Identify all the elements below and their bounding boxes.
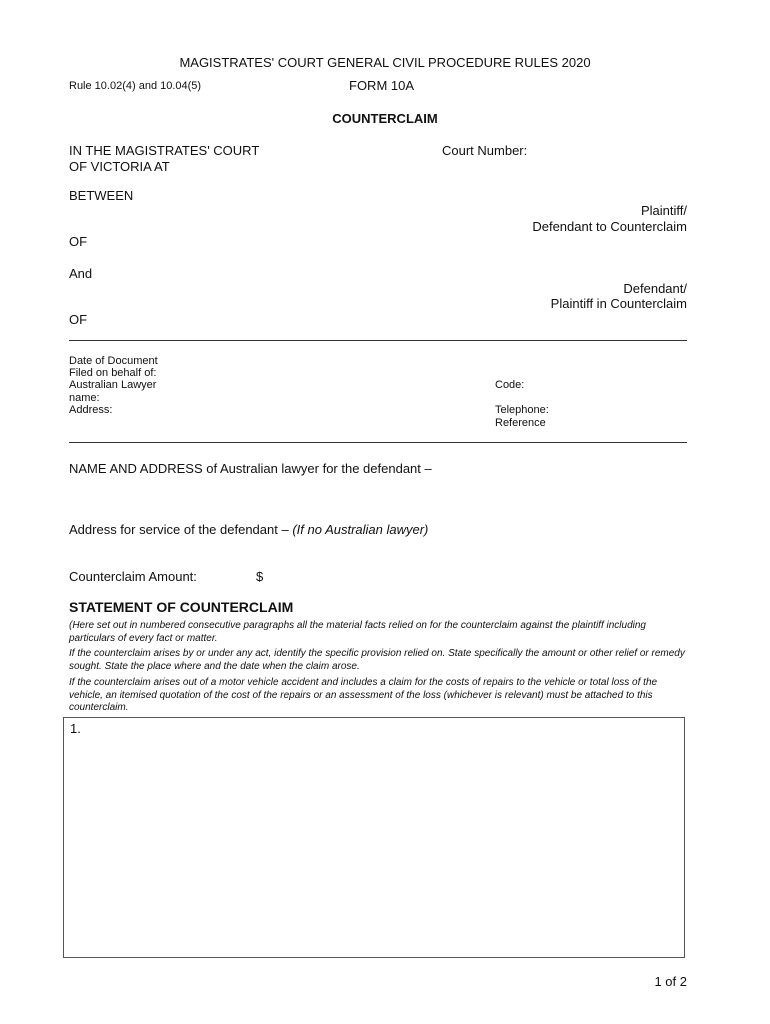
court-number-label: Court Number: [442,143,528,158]
lawyer-name-label-line1: Australian Lawyer [69,379,157,391]
currency-symbol: $ [256,569,264,584]
lawyer-name-address-line: NAME AND ADDRESS of Australian lawyer for the defendant – [69,461,432,476]
form-title: COUNTERCLAIM [332,111,438,126]
instruction-paragraph-1: (Here set out in numbered consecutive paragraphs all the material facts relied on for the counterclaim against the plaintiff including particulars of every fact or matter. [69,620,646,644]
defendant-role-line1: Defendant/ [623,281,687,296]
divider-bottom [69,442,687,443]
plaintiff-role-line2: Defendant to Counterclaim [532,219,687,234]
court-name-line2: OF VICTORIA AT [69,159,170,174]
address-label: Address: [69,404,113,416]
plaintiff-of-label: OF [69,234,88,249]
reference-label: Reference [495,417,546,429]
rules-title: MAGISTRATES' COURT GENERAL CIVIL PROCEDURE RULES 2020 [179,55,591,70]
service-address-note: (If no Australian lawyer) [292,522,429,537]
statement-text-area[interactable] [63,717,685,958]
instruction-paragraph-2: If the counterclaim arises by or under any act, identify the specific provision relied on. State specifically the amount or other relief or remedy sought. State the place where and the date when the claim arose. [69,648,685,672]
court-name-line1: IN THE MAGISTRATES' COURT [69,143,260,158]
instruction-paragraph-3: If the counterclaim arises out of a motor vehicle accident and includes a claim for the costs of repairs to the vehicle or total loss of the vehicle, an itemised quotation of the cost of the repairs or an assessment of the loss (whichever is relevant) must be attached to this counterclaim. [69,677,658,714]
defendant-role-line2: Plaintiff in Counterclaim [550,296,687,311]
between-label: BETWEEN [69,188,134,203]
rule-reference: Rule 10.02(4) and 10.04(5) [69,80,202,92]
telephone-label: Telephone: [495,404,549,416]
service-address-label: Address for service of the defendant – [69,522,289,537]
lawyer-name-label-line2: name: [69,392,100,404]
statement-first-item: 1. [70,721,81,736]
divider-top [69,340,687,341]
and-label: And [69,266,93,281]
service-address-line [69,522,428,537]
page-number: 1 of 2 [654,974,687,989]
code-label: Code: [495,379,525,391]
defendant-of-label: OF [69,312,88,327]
plaintiff-role-line1: Plaintiff/ [640,203,687,218]
date-of-document-label: Date of Document [69,355,158,367]
statement-heading: STATEMENT OF COUNTERCLAIM [69,599,294,615]
counterclaim-amount-label: Counterclaim Amount: [69,569,197,584]
form-number: FORM 10A [349,78,415,93]
filed-on-behalf-label: Filed on behalf of: [69,367,157,379]
